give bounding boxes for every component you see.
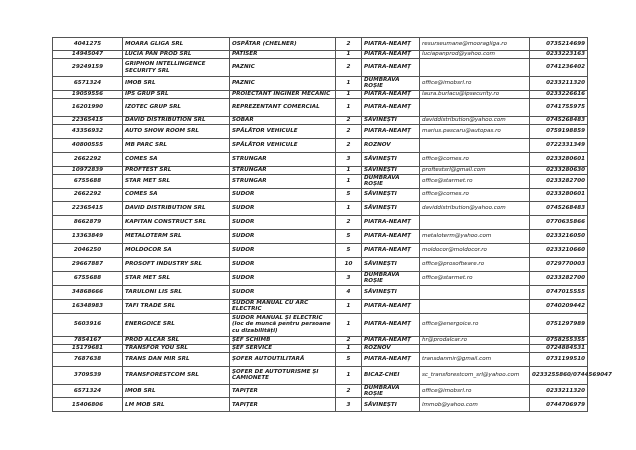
company-name-cell: STAR MET SRL (123, 271, 230, 285)
phone-cell: 0233210660 (530, 243, 588, 257)
vacancy-count-cell: 1 (336, 90, 362, 98)
vacancy-count-cell: 1 (336, 174, 362, 188)
table-row (53, 98, 588, 116)
locality-cell: SĂVINEȘTI (362, 398, 420, 412)
table-row (53, 366, 588, 384)
company-id-cell: 5603916 (53, 313, 123, 336)
email-cell: office@comes.ro (420, 188, 530, 201)
locality-cell: PIATRA-NEAMȚ (362, 229, 420, 243)
email-cell (420, 59, 530, 77)
locality-cell: SĂVINEȘTI (362, 188, 420, 201)
company-name-cell: TRANSFOR YOU SRL (123, 344, 230, 352)
company-id-cell: 16201990 (53, 98, 123, 116)
locality-cell: SĂVINEȘTI (362, 152, 420, 166)
email-cell: office@starmet.ro (420, 174, 530, 188)
email-cell: office@imobsrl.ro (420, 77, 530, 91)
job-title-cell: SUDOR (230, 285, 336, 299)
company-name-cell: KAPITAN CONSTRUCT SRL (123, 215, 230, 229)
locality-cell: ROZNOV (362, 138, 420, 152)
phone-cell: 0741236402 (530, 59, 588, 77)
vacancy-count-cell: 2 (336, 138, 362, 152)
job-title-cell: ȘOFER DE AUTOTURISME ȘI CAMIONETE (230, 366, 336, 384)
vacancy-count-cell: 1 (336, 366, 362, 384)
phone-cell: 0751297989 (530, 313, 588, 336)
vacancy-count-cell: 3 (336, 152, 362, 166)
table-row (53, 243, 588, 257)
vacancy-count-cell: 3 (336, 398, 362, 412)
locality-cell: PIATRA-NEAMȚ (362, 299, 420, 313)
phone-cell: 0722331349 (530, 138, 588, 152)
company-name-cell: COMES SA (123, 188, 230, 201)
company-name-cell: PROD ALCAR SRL (123, 336, 230, 344)
vacancy-count-cell: 1 (336, 166, 362, 174)
vacancy-count-cell: 1 (336, 313, 362, 336)
phone-cell: 0747015555 (530, 285, 588, 299)
email-cell: office@prosoftware.ro (420, 257, 530, 271)
company-id-cell: 6571324 (53, 384, 123, 398)
company-name-cell: DAVID DISTRIBUTION SRL (123, 201, 230, 215)
company-id-cell: 7687638 (53, 352, 123, 366)
table-row (53, 59, 588, 77)
email-cell: office@starmet.ro (420, 271, 530, 285)
table-row (53, 229, 588, 243)
job-title-cell: SUDOR (230, 243, 336, 257)
table-row (53, 336, 588, 344)
phone-cell: 0745268483 (530, 201, 588, 215)
table-row (53, 90, 588, 98)
phone-cell: 0735214699 (530, 38, 588, 51)
job-title-cell: PAZNIC (230, 59, 336, 77)
locality-cell: PIATRA-NEAMȚ (362, 51, 420, 59)
vacancy-count-cell: 3 (336, 271, 362, 285)
vacancy-count-cell: 2 (336, 384, 362, 398)
job-title-cell: PATISER (230, 51, 336, 59)
email-cell: marius.pascaru@autopas.ro (420, 124, 530, 138)
company-id-cell: 2662292 (53, 188, 123, 201)
locality-cell: SĂVINEȘTI (362, 116, 420, 124)
company-id-cell: 19059556 (53, 90, 123, 98)
job-title-cell: TAPIȚER (230, 384, 336, 398)
job-title-cell: ȘOFER AUTOUTILITARĂ (230, 352, 336, 366)
locality-cell: PIATRA-NEAMȚ (362, 38, 420, 51)
job-vacancies-table (52, 37, 612, 412)
phone-cell: 0233280601 (530, 188, 588, 201)
job-title-cell: PAZNIC (230, 77, 336, 91)
vacancy-count-cell: 1 (336, 98, 362, 116)
table-row (53, 313, 588, 336)
table-row (53, 257, 588, 271)
company-id-cell: 40800555 (53, 138, 123, 152)
vacancy-count-cell: 10 (336, 257, 362, 271)
job-title-cell: ȘEF SERVICE (230, 344, 336, 352)
email-cell: laura.burlacu@ipsecurity.ro (420, 90, 530, 98)
job-title-cell: STRUNGAR (230, 174, 336, 188)
phone-cell: 0758255355 (530, 336, 588, 344)
company-id-cell: 3709539 (53, 366, 123, 384)
vacancy-count-cell: 2 (336, 38, 362, 51)
vacancy-count-cell: 2 (336, 215, 362, 229)
table-row (53, 166, 588, 174)
company-name-cell: TAFI TRADE SRL (123, 299, 230, 313)
company-name-cell: TARULONI LIS SRL (123, 285, 230, 299)
email-cell (420, 299, 530, 313)
table-row (53, 51, 588, 59)
vacancy-count-cell: 5 (336, 229, 362, 243)
company-id-cell: 6755688 (53, 174, 123, 188)
job-title-cell: ȘEF SCHIMB (230, 336, 336, 344)
phone-cell: 0233282700 (530, 174, 588, 188)
company-id-cell: 34868666 (53, 285, 123, 299)
locality-cell: PIATRA-NEAMȚ (362, 336, 420, 344)
job-title-cell: STRUNGAR (230, 166, 336, 174)
phone-cell: 0233223163 (530, 51, 588, 59)
phone-cell: 0741755975 (530, 98, 588, 116)
vacancy-count-cell: 1 (336, 201, 362, 215)
company-id-cell: 16348983 (53, 299, 123, 313)
email-cell: office@comes.ro (420, 152, 530, 166)
company-name-cell: IZOTEC GRUP SRL (123, 98, 230, 116)
table-row (53, 352, 588, 366)
phone-cell: 0233282700 (530, 271, 588, 285)
email-cell (420, 344, 530, 352)
vacancy-count-cell: 5 (336, 243, 362, 257)
table-row (53, 116, 588, 124)
locality-cell: SĂVINEȘTI (362, 285, 420, 299)
company-id-cell: 29667887 (53, 257, 123, 271)
table-row (53, 174, 588, 188)
company-id-cell: 7854167 (53, 336, 123, 344)
job-title-cell: SPĂLĂTOR VEHICULE (230, 138, 336, 152)
company-name-cell: DAVID DISTRIBUTION SRL (123, 116, 230, 124)
vacancy-count-cell: 4 (336, 285, 362, 299)
table-row (53, 215, 588, 229)
email-cell: sc_transforestcom_srl@yahoo.com (420, 366, 530, 384)
email-cell: proftestsrl@gmail.com (420, 166, 530, 174)
email-cell (420, 285, 530, 299)
locality-cell: SĂVINEȘTI (362, 257, 420, 271)
company-id-cell: 15179681 (53, 344, 123, 352)
locality-cell: DUMBRAVA ROȘIE (362, 271, 420, 285)
job-title-cell: REPREZENTANT COMERCIAL (230, 98, 336, 116)
table-row (53, 285, 588, 299)
company-id-cell: 8662879 (53, 215, 123, 229)
email-cell: resurseumane@mooragliga.ro (420, 38, 530, 51)
phone-cell: 0233255860/0744569047 (530, 366, 588, 384)
job-title-cell: SUDOR (230, 229, 336, 243)
company-id-cell: 6755688 (53, 271, 123, 285)
phone-cell: 0745268483 (530, 116, 588, 124)
company-name-cell: METALOTERM SRL (123, 229, 230, 243)
company-id-cell: 10972839 (53, 166, 123, 174)
locality-cell: PIATRA-NEAMȚ (362, 313, 420, 336)
company-id-cell: 43356932 (53, 124, 123, 138)
locality-cell: DUMBRAVA ROȘIE (362, 384, 420, 398)
job-title-cell: PROIECTANT INGINER MECANIC (230, 90, 336, 98)
locality-cell: PIATRA-NEAMȚ (362, 59, 420, 77)
locality-cell: PIATRA-NEAMȚ (362, 215, 420, 229)
job-title-cell: TAPIȚER (230, 398, 336, 412)
company-id-cell: 22365415 (53, 116, 123, 124)
locality-cell: PIATRA-NEAMȚ (362, 352, 420, 366)
email-cell: office@imobsrl.ro (420, 384, 530, 398)
company-name-cell: PROFTEST SRL (123, 166, 230, 174)
phone-cell: 0233216050 (530, 229, 588, 243)
company-name-cell: PROSOFT INDUSTRY SRL (123, 257, 230, 271)
phone-cell: 0731199510 (530, 352, 588, 366)
locality-cell: PIATRA-NEAMȚ (362, 90, 420, 98)
company-id-cell: 22365415 (53, 201, 123, 215)
company-name-cell: LM MOB SRL (123, 398, 230, 412)
table-row (53, 299, 588, 313)
company-name-cell: TRANSFORESTCOM SRL (123, 366, 230, 384)
job-title-cell: OSPĂTAR (CHELNER) (230, 38, 336, 51)
locality-cell: DUMBRAVA ROȘIE (362, 77, 420, 91)
vacancy-count-cell: 5 (336, 352, 362, 366)
phone-cell: 0233226616 (530, 90, 588, 98)
phone-cell: 0233211320 (530, 384, 588, 398)
company-id-cell: 13363849 (53, 229, 123, 243)
locality-cell: PIATRA-NEAMȚ (362, 124, 420, 138)
vacancy-count-cell: 1 (336, 299, 362, 313)
job-title-cell: SUDOR (230, 257, 336, 271)
company-id-cell: 29249159 (53, 59, 123, 77)
phone-cell: 0740209442 (530, 299, 588, 313)
phone-cell: 0724884531 (530, 344, 588, 352)
phone-cell: 0759198859 (530, 124, 588, 138)
phone-cell: 0744706979 (530, 398, 588, 412)
job-title-cell: SUDOR (230, 201, 336, 215)
locality-cell: ROZNOV (362, 344, 420, 352)
company-name-cell: STAR MET SRL (123, 174, 230, 188)
email-cell (420, 215, 530, 229)
company-name-cell: IPS GRUP SRL (123, 90, 230, 98)
job-title-cell: SUDOR (230, 215, 336, 229)
locality-cell: BICAZ-CHEI (362, 366, 420, 384)
phone-cell: 0233211320 (530, 77, 588, 91)
vacancy-count-cell: 5 (336, 188, 362, 201)
email-cell: hr@prodalcar.ro (420, 336, 530, 344)
email-cell: moldocor@moldocor.ro (420, 243, 530, 257)
table-row (53, 38, 588, 51)
company-name-cell: IMOB SRL (123, 384, 230, 398)
company-name-cell: COMES SA (123, 152, 230, 166)
table-row (53, 201, 588, 215)
company-id-cell: 6571324 (53, 77, 123, 91)
locality-cell: PIATRA-NEAMȚ (362, 243, 420, 257)
phone-cell: 0770635866 (530, 215, 588, 229)
vacancy-count-cell: 2 (336, 124, 362, 138)
company-id-cell: 4041275 (53, 38, 123, 51)
job-title-cell: SUDOR (230, 188, 336, 201)
company-name-cell: ENERGOICE SRL (123, 313, 230, 336)
company-name-cell: LUCIA PAN PROD SRL (123, 51, 230, 59)
locality-cell: DUMBRAVA ROȘIE (362, 174, 420, 188)
email-cell: daviddistribution@yahoo.com (420, 116, 530, 124)
vacancy-count-cell: 1 (336, 344, 362, 352)
company-id-cell: 14945047 (53, 51, 123, 59)
job-title-cell: SUDOR MANUAL ȘI ELECTRIC (loc de muncă pentru persoane cu dizabilități) (230, 313, 336, 336)
job-title-cell: SOBAR (230, 116, 336, 124)
email-cell: luciapanprod@yahoo.com (420, 51, 530, 59)
company-id-cell: 15406806 (53, 398, 123, 412)
job-title-cell: SPĂLĂTOR VEHICULE (230, 124, 336, 138)
table-row (53, 124, 588, 138)
phone-cell: 0233280630 (530, 166, 588, 174)
locality-cell: PIATRA-NEAMȚ (362, 98, 420, 116)
company-name-cell: MOLDOCOR SA (123, 243, 230, 257)
vacancy-count-cell: 2 (336, 336, 362, 344)
company-name-cell: TRANS DAN MIR SRL (123, 352, 230, 366)
phone-cell: 0729770003 (530, 257, 588, 271)
company-id-cell: 2662292 (53, 152, 123, 166)
email-cell: office@energoice.ro (420, 313, 530, 336)
vacancy-count-cell: 1 (336, 77, 362, 91)
vacancy-count-cell: 2 (336, 116, 362, 124)
job-title-cell: SUDOR (230, 271, 336, 285)
table-row (53, 188, 588, 201)
company-id-cell: 2046250 (53, 243, 123, 257)
table-row (53, 384, 588, 398)
vacancy-count-cell: 1 (336, 51, 362, 59)
locality-cell: SĂVINEȘTI (362, 166, 420, 174)
table-row (53, 77, 588, 91)
email-cell: transdanmir@gmail.com (420, 352, 530, 366)
email-cell (420, 98, 530, 116)
table-row (53, 138, 588, 152)
table-row (53, 152, 588, 166)
table-row (53, 271, 588, 285)
email-cell: lmmob@yahoo.com (420, 398, 530, 412)
job-title-cell: STRUNGAR (230, 152, 336, 166)
vacancy-count-cell: 2 (336, 59, 362, 77)
company-name-cell: MB PARC SRL (123, 138, 230, 152)
locality-cell: SĂVINEȘTI (362, 201, 420, 215)
phone-cell: 0233280601 (530, 152, 588, 166)
company-name-cell: AUTO SHOW ROOM SRL (123, 124, 230, 138)
email-cell: daviddistribution@yahoo.com (420, 201, 530, 215)
company-name-cell: MOARA GLIGA SRL (123, 38, 230, 51)
email-cell (420, 138, 530, 152)
table-row (53, 344, 588, 352)
job-title-cell: SUDOR MANUAL CU ARC ELECTRIC (230, 299, 336, 313)
table-body (53, 38, 612, 412)
company-name-cell: GRIPHON INTELLINGENCE SECURITY SRL (123, 59, 230, 77)
company-name-cell: IMOB SRL (123, 77, 230, 91)
email-cell: metaloterm@yahoo.com (420, 229, 530, 243)
table-row (53, 398, 588, 412)
